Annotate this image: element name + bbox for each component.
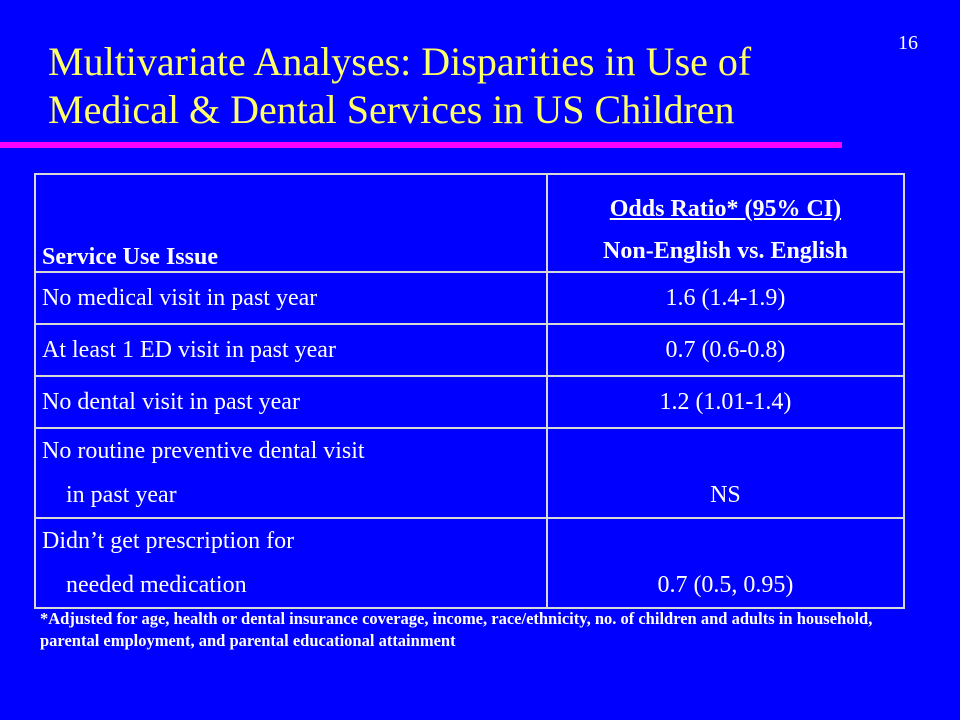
row-issue-text: At least 1 ED visit in past year [42, 337, 336, 363]
table-row [35, 272, 904, 324]
row-issue-cell [35, 376, 547, 428]
row-issue-cell [35, 272, 547, 324]
row-issue-text: No medical visit in past year [42, 285, 318, 311]
row-issue-cell [35, 428, 547, 518]
row-issue-cell [35, 518, 547, 608]
header-service-use-issue: Service Use Issue [35, 174, 547, 272]
header-odds-ratio-line-1: Odds Ratio* (95% CI) [609, 196, 842, 222]
table-row [35, 324, 904, 376]
row-issue-text: Didn’t get prescription for [42, 528, 295, 554]
title-underline-rule [0, 142, 842, 148]
row-issue-text: No routine preventive dental visit [42, 438, 365, 464]
table-row [35, 518, 904, 608]
header-odds-ratio-line-2: Non-English vs. English [603, 238, 848, 264]
row-odds-value: NS [547, 428, 904, 518]
slide-title [48, 38, 868, 134]
row-odds-value: 0.7 (0.5, 0.95) [547, 518, 904, 608]
table-row [35, 376, 904, 428]
adjustment-footnote: *Adjusted for age, health or dental insurance coverage, income, race/ethnicity, no. of children and adults in household, parental employment, and parental educational attainment [40, 609, 873, 650]
row-issue-text-continued: in past year [66, 482, 177, 508]
header-odds-ratio [547, 174, 904, 272]
table-row [35, 428, 904, 518]
odds-ratio-table [34, 173, 905, 609]
slide-title-line-2: Medical & Dental Services in US Children [48, 87, 735, 132]
row-issue-text: No dental visit in past year [42, 389, 300, 415]
row-odds-value: 1.6 (1.4-1.9) [547, 272, 904, 324]
row-issue-text-continued: needed medication [66, 572, 247, 598]
slide-number: 16 [898, 32, 918, 54]
slide-title-line-1: Multivariate Analyses: Disparities in Use of [48, 39, 752, 84]
row-odds-value: 1.2 (1.01-1.4) [547, 376, 904, 428]
row-issue-cell [35, 324, 547, 376]
table-header-row [35, 174, 904, 272]
row-odds-value: 0.7 (0.6-0.8) [547, 324, 904, 376]
